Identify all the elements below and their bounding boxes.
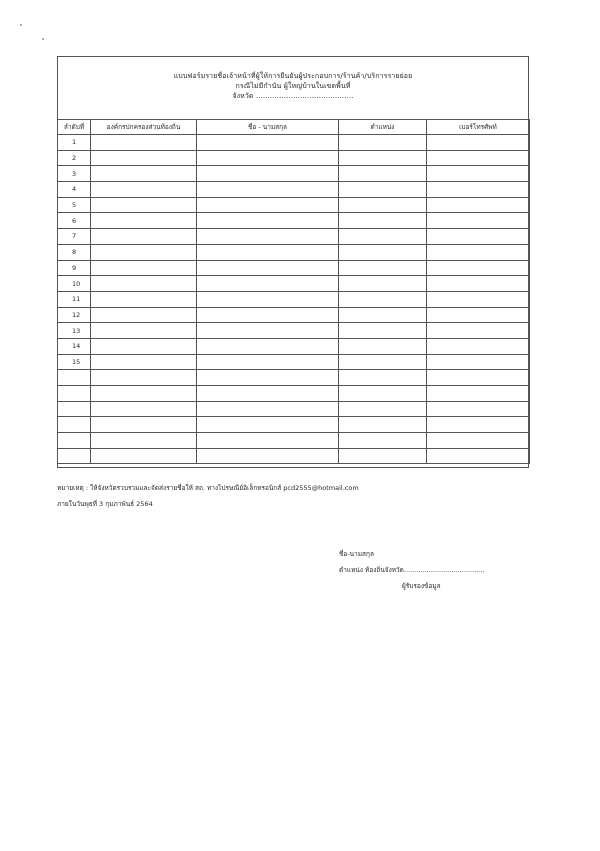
table-row — [58, 448, 530, 464]
position-cell — [339, 150, 427, 166]
name-cell — [197, 197, 339, 213]
table-row — [58, 291, 530, 307]
phone-cell — [427, 150, 530, 166]
name-cell — [197, 323, 339, 339]
name-cell — [197, 370, 339, 386]
table-row — [58, 307, 530, 323]
province-field: จังหวัด .......................................... — [232, 92, 354, 100]
table-row — [58, 244, 530, 260]
phone-cell — [427, 229, 530, 245]
organization-cell — [91, 370, 197, 386]
column-header-phone: เบอร์โทรศัพท์ — [427, 120, 530, 135]
name-cell — [197, 386, 339, 402]
position-cell — [339, 229, 427, 245]
phone-cell — [427, 166, 530, 182]
organization-cell — [91, 244, 197, 260]
name-cell — [197, 354, 339, 370]
name-cell — [197, 276, 339, 292]
column-header-order: ลำดับที่ — [58, 120, 91, 135]
row-number-cell: 10 — [58, 276, 91, 292]
row-number-cell: 15 — [58, 354, 91, 370]
row-number-cell: 11 — [58, 291, 91, 307]
position-cell — [339, 354, 427, 370]
table-row — [58, 354, 530, 370]
position-cell — [339, 433, 427, 449]
organization-cell — [91, 135, 197, 151]
position-cell — [339, 370, 427, 386]
phone-cell — [427, 354, 530, 370]
name-cell — [197, 401, 339, 417]
position-cell — [339, 291, 427, 307]
name-cell — [197, 182, 339, 198]
organization-cell — [91, 433, 197, 449]
position-cell — [339, 448, 427, 464]
table-row — [58, 323, 530, 339]
position-cell — [339, 338, 427, 354]
organization-cell — [91, 417, 197, 433]
phone-cell — [427, 276, 530, 292]
phone-cell — [427, 448, 530, 464]
phone-cell — [427, 323, 530, 339]
name-cell — [197, 307, 339, 323]
note-line-2: ภายในวันพุธที่ 3 กุมภาพันธ์ 2564 — [57, 500, 153, 508]
row-number-cell: 1 — [58, 135, 91, 151]
signature-position-label: ตำแหน่ง ท้องถิ่นจังหวัด....................................... — [339, 566, 485, 574]
phone-cell — [427, 244, 530, 260]
table-row — [58, 229, 530, 245]
row-number-cell — [58, 401, 91, 417]
organization-cell — [91, 354, 197, 370]
row-number-cell — [58, 448, 91, 464]
row-number-cell: 6 — [58, 213, 91, 229]
name-cell — [197, 338, 339, 354]
position-cell — [339, 197, 427, 213]
name-cell — [197, 260, 339, 276]
name-cell — [197, 150, 339, 166]
form-box — [57, 56, 529, 468]
organization-cell — [91, 401, 197, 417]
phone-cell — [427, 417, 530, 433]
table-row — [58, 433, 530, 449]
name-cell — [197, 213, 339, 229]
name-cell — [197, 417, 339, 433]
organization-cell — [91, 166, 197, 182]
phone-cell — [427, 338, 530, 354]
phone-cell — [427, 370, 530, 386]
table-row — [58, 182, 530, 198]
phone-cell — [427, 386, 530, 402]
name-cell — [197, 135, 339, 151]
table-row — [58, 386, 530, 402]
column-header-name: ชื่อ - นามสกุล — [197, 120, 339, 135]
name-cell — [197, 166, 339, 182]
row-number-cell: 7 — [58, 229, 91, 245]
name-cell — [197, 244, 339, 260]
position-cell — [339, 213, 427, 229]
phone-cell — [427, 307, 530, 323]
table-row — [58, 276, 530, 292]
position-cell — [339, 417, 427, 433]
table-row — [58, 260, 530, 276]
row-number-cell — [58, 417, 91, 433]
table-row — [58, 166, 530, 182]
organization-cell — [91, 197, 197, 213]
data-table — [57, 119, 530, 464]
organization-cell — [91, 213, 197, 229]
organization-cell — [91, 150, 197, 166]
row-number-cell — [58, 433, 91, 449]
position-cell — [339, 276, 427, 292]
phone-cell — [427, 401, 530, 417]
row-number-cell: 13 — [58, 323, 91, 339]
organization-cell — [91, 229, 197, 245]
note-line-1: หมายเหตุ : ให้จังหวัดรวบรวมและจัดส่งรายชื่อให้ สถ. ทางไปรษณีย์อิเล็กทรอนิกส์ pcd2555@hotmail.com — [57, 484, 359, 492]
organization-cell — [91, 448, 197, 464]
name-cell — [197, 229, 339, 245]
table-row — [58, 197, 530, 213]
name-cell — [197, 291, 339, 307]
position-cell — [339, 166, 427, 182]
row-number-cell: 4 — [58, 182, 91, 198]
scan-speck — [42, 38, 44, 40]
phone-cell — [427, 213, 530, 229]
position-cell — [339, 182, 427, 198]
phone-cell — [427, 433, 530, 449]
scan-speck — [20, 24, 22, 26]
table-row — [58, 401, 530, 417]
organization-cell — [91, 307, 197, 323]
phone-cell — [427, 291, 530, 307]
phone-cell — [427, 260, 530, 276]
name-cell — [197, 448, 339, 464]
name-cell — [197, 433, 339, 449]
signature-name-label: ชื่อ-นามสกุล — [339, 550, 374, 558]
position-cell — [339, 260, 427, 276]
table-body — [58, 135, 530, 464]
form-header — [58, 57, 528, 119]
row-number-cell: 14 — [58, 338, 91, 354]
table-header-row — [58, 120, 530, 135]
phone-cell — [427, 197, 530, 213]
column-header-position: ตำแหน่ง — [339, 120, 427, 135]
table-row — [58, 338, 530, 354]
row-number-cell: 5 — [58, 197, 91, 213]
row-number-cell: 12 — [58, 307, 91, 323]
row-number-cell — [58, 386, 91, 402]
phone-cell — [427, 182, 530, 198]
position-cell — [339, 401, 427, 417]
organization-cell — [91, 260, 197, 276]
organization-cell — [91, 182, 197, 198]
form-subtitle: กรณีไม่มีกำนัน ผู้ใหญ่บ้านในเขตพื้นที่ — [235, 82, 351, 90]
signature-certifier-label: ผู้รับรองข้อมูล — [402, 582, 441, 590]
table-row — [58, 213, 530, 229]
phone-cell — [427, 135, 530, 151]
row-number-cell: 8 — [58, 244, 91, 260]
position-cell — [339, 386, 427, 402]
position-cell — [339, 135, 427, 151]
organization-cell — [91, 276, 197, 292]
row-number-cell — [58, 370, 91, 386]
table-row — [58, 150, 530, 166]
organization-cell — [91, 323, 197, 339]
form-title: แบบฟอร์มรายชื่อเจ้าหน้าที่ผู้ให้การยืนยันผู้ประกอบการ/ร้านค้า/บริการรายย่อย — [173, 72, 413, 80]
row-number-cell: 2 — [58, 150, 91, 166]
organization-cell — [91, 291, 197, 307]
table-row — [58, 135, 530, 151]
row-number-cell: 9 — [58, 260, 91, 276]
table-row — [58, 417, 530, 433]
position-cell — [339, 244, 427, 260]
organization-cell — [91, 386, 197, 402]
organization-cell — [91, 338, 197, 354]
column-header-organization: องค์กรปกครองส่วนท้องถิ่น — [91, 120, 197, 135]
row-number-cell: 3 — [58, 166, 91, 182]
position-cell — [339, 307, 427, 323]
table-row — [58, 370, 530, 386]
position-cell — [339, 323, 427, 339]
